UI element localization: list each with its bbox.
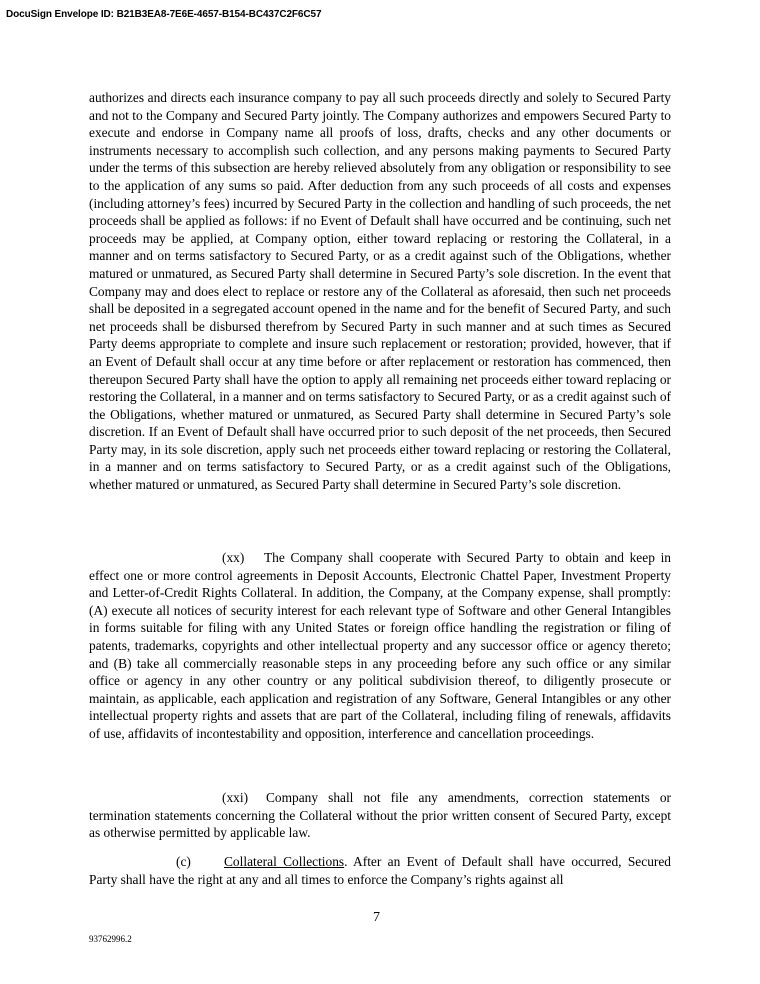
section-c-text: . After an Event of Default shall have occurred, Secured Party shall have the right at any and all times to enforce the Company’s rights against all bbox=[89, 854, 671, 887]
item-xx-label: (xx) bbox=[222, 550, 245, 565]
section-c-heading: Collateral Collections bbox=[224, 854, 345, 869]
page-number: 7 bbox=[373, 910, 380, 925]
paragraph-item-xxi bbox=[89, 789, 671, 842]
item-xx-text: The Company shall cooperate with Secured Party to obtain and keep in effect one or more control agreements in Deposit Accounts, Electronic Chattel Paper, Investment Property and Letter-of-Credit Rights Collateral. In addition, the Company, at the Company expense, shall promptly: (A) execute all notices of security interest for each relevant type of Software and other General Intangibles in forms suitable for filing with any United States or foreign office handling the registration or filing of patents, trademarks, copyrights and other intellectual property and any successor office or agency thereto; and (B) take all commercially reasonable steps in any proceeding before any such office or any similar office or agency in any other country or any political subdivision thereof, to diligently prosecute or maintain, as applicable, each application and registration of any Software, General Intangibles or any other intellectual property rights and assets that are part of the Collateral, including filing of renewals, affidavits of use, affidavits of incontestability and opposition, interference and cancellation proceedings. bbox=[89, 550, 671, 741]
paragraph-section-c bbox=[89, 853, 671, 888]
paragraph-continuation: authorizes and directs each insurance company to pay all such proceeds directly and solely to Secured Party and not to the Company and Secured Party jointly. The Company authorizes and empowers Secured Party to execute and endorse in Company name all proofs of loss, drafts, checks and any other documents or instruments necessary to accomplish such collection, and any persons making payments to Secured Party under the terms of this subsection are hereby relieved absolutely from any obligation or responsibility to see to the application of any sums so paid. After deduction from any such proceeds of all costs and expenses (including attorney’s fees) incurred by Secured Party in the collection and handling of such proceeds, the net proceeds shall be applied as follows: if no Event of Default shall have occurred and be continuing, such net proceeds may be applied, at Company option, either toward replacing or restoring the Collateral, in a manner and on terms satisfactory to Secured Party, or as a credit against such of the Obligations, whether matured or unmatured, as Secured Party shall determine in Secured Party’s sole discretion. In the event that Company may and does elect to replace or restore any of the Collateral as aforesaid, then such net proceeds shall be deposited in a segregated account opened in the name and for the benefit of Secured Party, and such net proceeds shall be disbursed therefrom by Secured Party in such manner and at such times as Secured Party deems appropriate to complete and insure such replacement or restoration; provided, however, that if an Event of Default shall occur at any time before or after replacement or restoration has commenced, then thereupon Secured Party shall have the option to apply all remaining net proceeds either toward replacing or restoring the Collateral, in a manner and on terms satisfactory to Secured Party, or as a credit against such of the Obligations, whether matured or unmatured, as Secured Party shall determine in Secured Party’s sole discretion. If an Event of Default shall have occurred prior to such deposit of the net proceeds, then Secured Party may, in its sole discretion, apply such net proceeds either toward replacing or restoring the Collateral, in a manner and on terms satisfactory to Secured Party, or as a credit against such of the Obligations, whether matured or unmatured, as Secured Party shall determine in Secured Party’s sole discretion. bbox=[89, 90, 671, 493]
item-xxi-label: (xxi) bbox=[222, 790, 249, 805]
document-id: 93762996.2 bbox=[89, 934, 132, 944]
item-xxi-text: Company shall not file any amendments, correction statements or termination statements concerning the Collateral without the prior written consent of Secured Party, except as otherwise permitted by applicable law. bbox=[89, 790, 671, 841]
paragraph-item-xx bbox=[89, 549, 671, 743]
section-c-label: (c) bbox=[176, 854, 191, 869]
docusign-envelope-id: DocuSign Envelope ID: B21B3EA8-7E6E-4657-B154-BC437C2F6C57 bbox=[6, 9, 322, 20]
